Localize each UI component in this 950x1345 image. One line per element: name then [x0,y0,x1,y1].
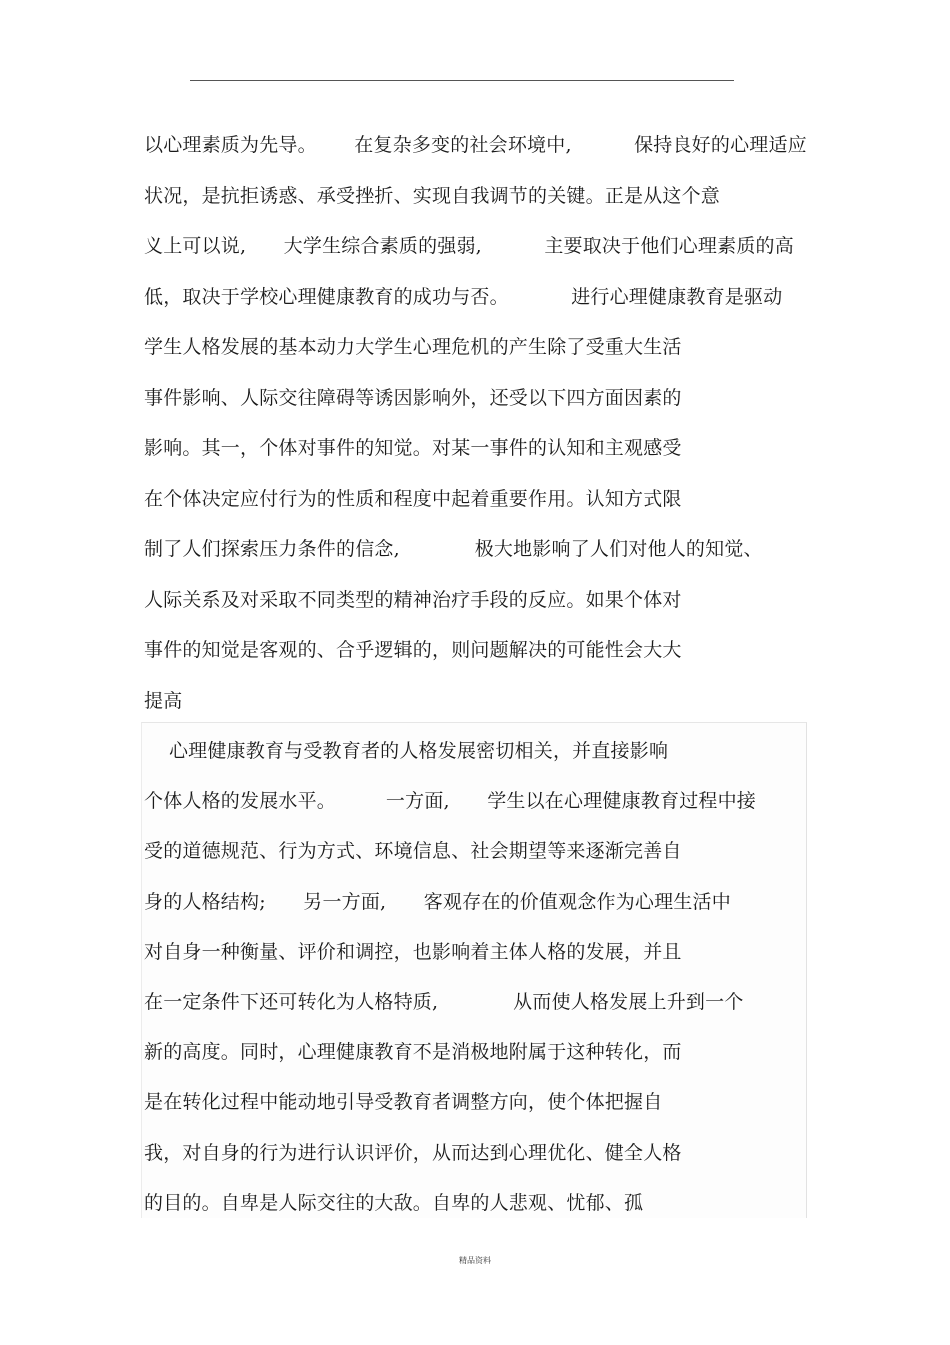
text-line: 以心理素质为先导。 在复杂多变的社会环境中, 保持良好的心理适应 [144,134,807,156]
text-line: 新的高度。同时，心理健康教育不是消极地附属于这种转化，而 [144,1041,682,1064]
text-line: 事件的知觉是客观的、合乎逻辑的，则问题解决的可能性会大大 [144,639,682,661]
text-line: 我，对自身的行为进行认识评价，从而达到心理优化、健全人格 [144,1141,682,1164]
text-line: 低，取决于学校心理健康教育的成功与否。 进行心理健康教育是驱动 [144,285,783,308]
text-line: 对自身一种衡量、评价和调控，也影响着主体人格的发展，并且 [144,940,682,963]
text-line: 人际关系及对采取不同类型的精神治疗手段的反应。如果个体对 [144,588,682,611]
text-line: 影响。其一，个体对事件的知觉。对某一事件的认知和主观感受 [144,437,682,459]
text-line: 制了人们探索压力条件的信念, 极大地影响了人们对他人的知觉、 [144,538,763,560]
text-line: 的目的。自卑是人际交往的大敌。自卑的人悲观、忧郁、孤 [144,1191,644,1214]
text-line: 提高 [144,689,183,712]
text-line: 心理健康教育与受教育者的人格发展密切相关，并直接影响 [144,740,669,762]
text-line: 个体人格的发展水平。 一方面, 学生以在心理健康教育过程中接 [144,790,756,813]
text-line: 义上可以说, 大学生综合素质的强弱, 主要取决于他们心理素质的高 [144,235,794,257]
text-line: 身的人格结构; 另一方面, 客观存在的价值观念作为心理生活中 [144,890,731,913]
text-line: 在一定条件下还可转化为人格特质, 从而使人格发展上升到一个 [144,991,744,1013]
text-line: 学生人格发展的基本动力大学生心理危机的产生除了受重大生活 [144,336,682,358]
text-line: 事件影响、人际交往障碍等诱因影响外，还受以下四方面因素的 [144,386,682,409]
text-line: 是在转化过程中能动地引导受教育者调整方向，使个体把握自 [144,1091,663,1114]
text-line: 受的道德规范、行为方式、环境信息、社会期望等来逐渐完善自 [144,840,682,863]
text-line: 状况，是抗拒诱惑、承受挫折、实现自我调节的关键。正是从这个意 [144,184,721,207]
footer-label: 精品资料 [459,1256,491,1265]
header-rule [190,80,734,81]
text-line: 在个体决定应付行为的性质和程度中起着重要作用。认知方式限 [144,487,682,510]
